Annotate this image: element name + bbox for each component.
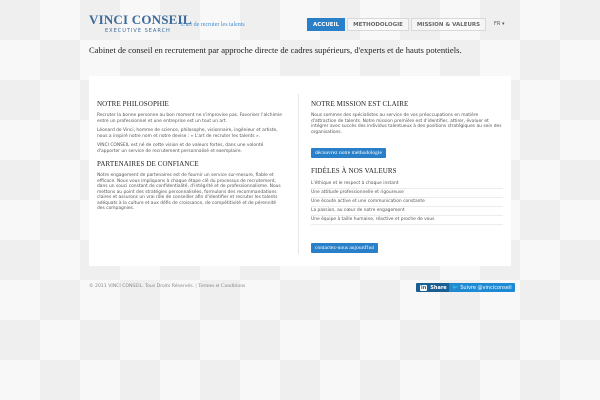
twitter-follow-button[interactable] [449, 283, 515, 292]
list-item: Une attitude professionnelle et rigoureuse [311, 189, 503, 198]
column-divider [298, 94, 299, 254]
linkedin-icon: in [421, 284, 427, 291]
brand-tagline: L'art de recruter les talents [181, 22, 245, 28]
partners-title: PARTENAIRES DE CONFIANCE [97, 160, 199, 168]
brand-name: VINCI CONSEIL [89, 12, 192, 27]
brand-logo[interactable] [89, 12, 192, 35]
methodology-button[interactable]: découvrez notre méthodologie [311, 148, 386, 158]
intro-text: Cabinet de conseil en recrutement par approche directe de cadres supérieurs, d'experts et de hauts potentiels. [89, 45, 462, 55]
nav-mission-valeurs[interactable]: MISSION & VALEURS [411, 18, 486, 31]
philosophy-paragraph: Recruter la bonne personne au bon moment ne s'improvise pas. Favoriser l'alchimie entre un professionnel et une entreprise est un tout un art. [97, 113, 282, 124]
philosophy-paragraph: Léonard de Vinci, homme de science, philosophe, visionnaire, ingénieur et artiste, nous a inspiré notre nom et notre devise : « L'art de recruter les talents ». [97, 128, 278, 139]
footer-separator: | [195, 283, 197, 289]
twitter-follow-label: Suivre @vinciconseil [460, 284, 512, 291]
nav-methodologie[interactable]: METHODOLOGIE [347, 18, 409, 31]
values-list [311, 180, 503, 225]
brand-subtitle: EXECUTIVE SEARCH [105, 28, 171, 34]
contact-button[interactable]: contactez-nous aujourd'hui [311, 243, 378, 253]
mission-title: NOTRE MISSION EST CLAIRE [311, 100, 409, 108]
main-nav [307, 18, 486, 32]
site-header [0, 0, 600, 44]
twitter-icon: 🐦 [452, 284, 459, 291]
terms-link[interactable]: Termes et Conditions [198, 283, 246, 289]
list-item: Une équipe à taille humaine, réactive et proche de vous [311, 216, 503, 225]
philosophy-title: NOTRE PHILOSOPHIE [97, 100, 169, 108]
list-item: L'éthique et le respect à chaque instant [311, 180, 503, 189]
nav-accueil[interactable]: ACCUEIL [307, 18, 345, 31]
footer-copyright [89, 283, 245, 289]
copyright-text: © 2011 VINCI CONSEIL. Tous Droits Réservés. [89, 284, 195, 289]
philosophy-paragraph: VINCI CONSEIL est né de cette vision et de valeurs fortes, dans une volonté d'apporter un service de recrutement personnalisé et exemplaire. [97, 143, 264, 154]
left-column [97, 100, 285, 216]
chevron-down-icon: ▾ [501, 21, 505, 27]
right-column [311, 100, 503, 253]
list-item: La passion, au cœur de notre engagement [311, 207, 503, 216]
values-title: FIDÈLES À NOS VALEURS [311, 167, 397, 175]
list-item: Une écoute active et une communication constante [311, 198, 503, 207]
partners-paragraph: Notre engagement de partenaires est de fournir un service sur-mesure, fiable et efficace. Nous vous impliquons à chaque étape clé du processus de recrutement, dans un souci constant de confidentialité, d'intégrité et de professionnalisme. Nous mettons au point des stratégies personnalisées, formulons des recommandations claires et assurons un vrai rôle de conseiller afin d'identifier et recruter les talents adéquats à la culture et aux défis de croissance, de compétitivité et de pérennité des compagnies. [97, 173, 281, 211]
linkedin-share-label: Share [430, 284, 447, 291]
mission-paragraph: Nous sommes des spécialistes au service de vos préoccupations en matière d'attraction de talents. Notre mission première est d'identifier, attirer, évaluer et intégrer avec succès des individus talentueux à des positions stratégiques au sein des organisations. [311, 113, 502, 135]
linkedin-share-button[interactable] [416, 283, 451, 292]
language-label: FR [494, 21, 501, 27]
language-selector[interactable] [494, 21, 504, 27]
content-panel [89, 76, 511, 266]
